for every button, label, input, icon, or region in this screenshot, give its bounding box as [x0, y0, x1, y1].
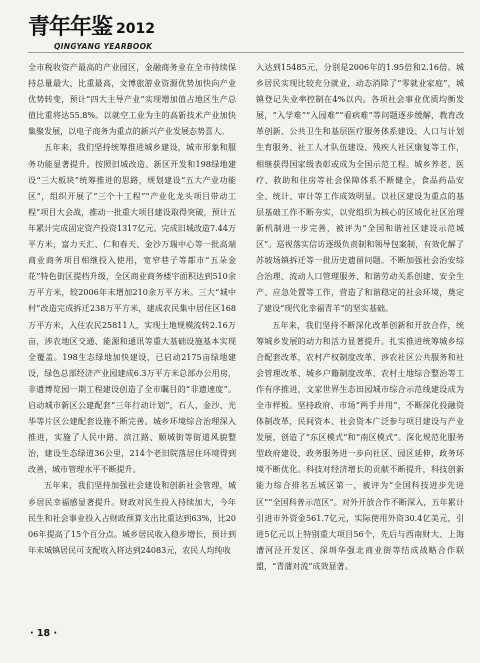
paragraph: 全市税收资产最高的产业园区，金融商务业在全市持续保持总量最大、比重最高，文博旅游业资源优势加快向产业优势转变，预计“四大主导产业”实现增加值占地区生产总值比重将达55.8%。以就空工业为主的高新技术产业加快集聚发展，以电子商务为重点的新兴产业发展态势喜人。	[28, 63, 236, 137]
paragraph: 五年来，我们坚持统筹推进城乡建设，城市形象和服务功能显著提升。按照旧城改造、新区开发和198绿地建设“三大板块”统筹推进的思路，规划建设“五大产业功能区”，组织开展了“三个十工程”“产业化龙头项目带动工程”项目大会战，推动一批重大项目建设取得突破，预计五年累计完成固定资产投资1317亿元。完成旧城改造7.44万平方米，富力天汇、仁和春天、金沙万瑞中心等一批高端商业商务项目相继投入使用，宽窄巷子等都市“五朵金花”特色街区提档升级，全区商业商务楼宇面积达到510余万平方米，较2006年末增加210余万平方米。三大“城中村”改造完成拆迁238万平方米，建成农民集中居住区168万平方米，入住农民25811人，实现土地规模流转2.16万亩，涉农地区交通、能源和通讯等重大基础设施基本实现全覆盖。198生态绿地加快建设，已启动2175亩绿地建设，绿色总部经济产业园建成6.3万平方米总部办公用房，非遗博览园一期工程建设创造了全市瞩目的“非遗速度”。启动城市新区公建配套“三年行动计划”，石人、金沙、光华等片区公建配套设施不断完善。城乡环境综合治理深入推进，实施了人民中路、滨江路、顺城街等街道风貌整治，建设生态绿道36公里，214个老旧院落居住环境得到改善，城市管理水平不断提升。	[28, 143, 236, 475]
yearbook-title: 青年年鉴	[28, 14, 113, 40]
header-divider	[28, 52, 464, 53]
paragraph: 五年来，我们坚持加强社会建设和创新社会管理，城乡居民幸福感显著提升。财政对民生投入持续加大，今年民生和社会事业投入占财政预算支出比重达到63%，比2006年提高了15个百分点。城乡居民收入稳步增长，预计到年末城镇居民可支配收入将达到24083元，农民人均纯收	[28, 481, 236, 555]
page-number: · 18 ·	[30, 628, 58, 639]
yearbook-year: 2012	[116, 21, 155, 37]
body-text	[28, 60, 464, 616]
paragraph: 入达到15485元，分别是2006年的1.95倍和2.16倍。城乡居民实现比较充分就业，动态消除了“零就业家庭”，城镇登记失业率控制在4%以内。各项社会事业优质均衡发展，“入学难”“入园难”“看病难”等问题逐步缓解，教育改革创新、公共卫生和基层医疗服务体系建设、人口与计划生育服务、社工人才队伍建设、残疾人社区康复等工作，相继获得国家级表彰或成为全国示范工程。城乡养老、医疗、救助和住房等社会保障体系不断健全，食品药品安全、统计、审计等工作成效明显。以社区建设为重点的基层基础工作不断夯实，以党组织为核心的区域化社区治理新机制进一步完善，被评为“全国和谐社区建设示范城区”。巡视落实信访逐级负责制和领导包案制，有效化解了苏坡场镇拆迁等一批历史遗留问题。不断加强社会治安综合治理、流动人口管理服务、和谐劳动关系创建、安全生产、应急处置等工作，营造了和谐稳定的社会环境，奠定了建设“现代化幸福青羊”的坚实基础。	[256, 63, 464, 314]
right-column	[256, 60, 464, 616]
yearbook-subtitle: QINGYANG YEARBOOK	[54, 42, 153, 51]
page-header	[28, 14, 468, 64]
left-column	[28, 60, 236, 616]
paragraph: 五年来，我们坚持不断深化改革创新和开放合作，统筹城乡发展的动力和活力显著提升。扎实推进统筹城乡综合配套改革，农村产权制度改革、涉农社区公共服务和社会管理改革、城乡户籍制度改革、农村土地综合整治等工作有序推进，文家世界生态田园城市综合示范线建设成为全市样板。坚持政府、市场“两手并用”，不断深化投融资体制改革，民间资本、社会资本广泛参与项目建设与产业发展，创造了“东区模式”和“南区模式”。深化规范化服务型政府建设，政务服务进一步向社区、园区延伸，政务环境不断优化。科技对经济增长的贡献不断提升，科技创新能力综合排名五城区第一，被评为“全国科技进步先进区”“全国科普示范区”。对外开放合作不断深入，五年累计引进市外资金561.7亿元，实际使用外资30.4亿美元，引进5亿元以上特别重大项目56个，先后与西南财大、上海漕河泾开发区、深圳华强北商业街等结成战略合作联盟，“青蒲对流”成效显著。	[256, 320, 464, 571]
yearbook-logo	[28, 14, 155, 40]
